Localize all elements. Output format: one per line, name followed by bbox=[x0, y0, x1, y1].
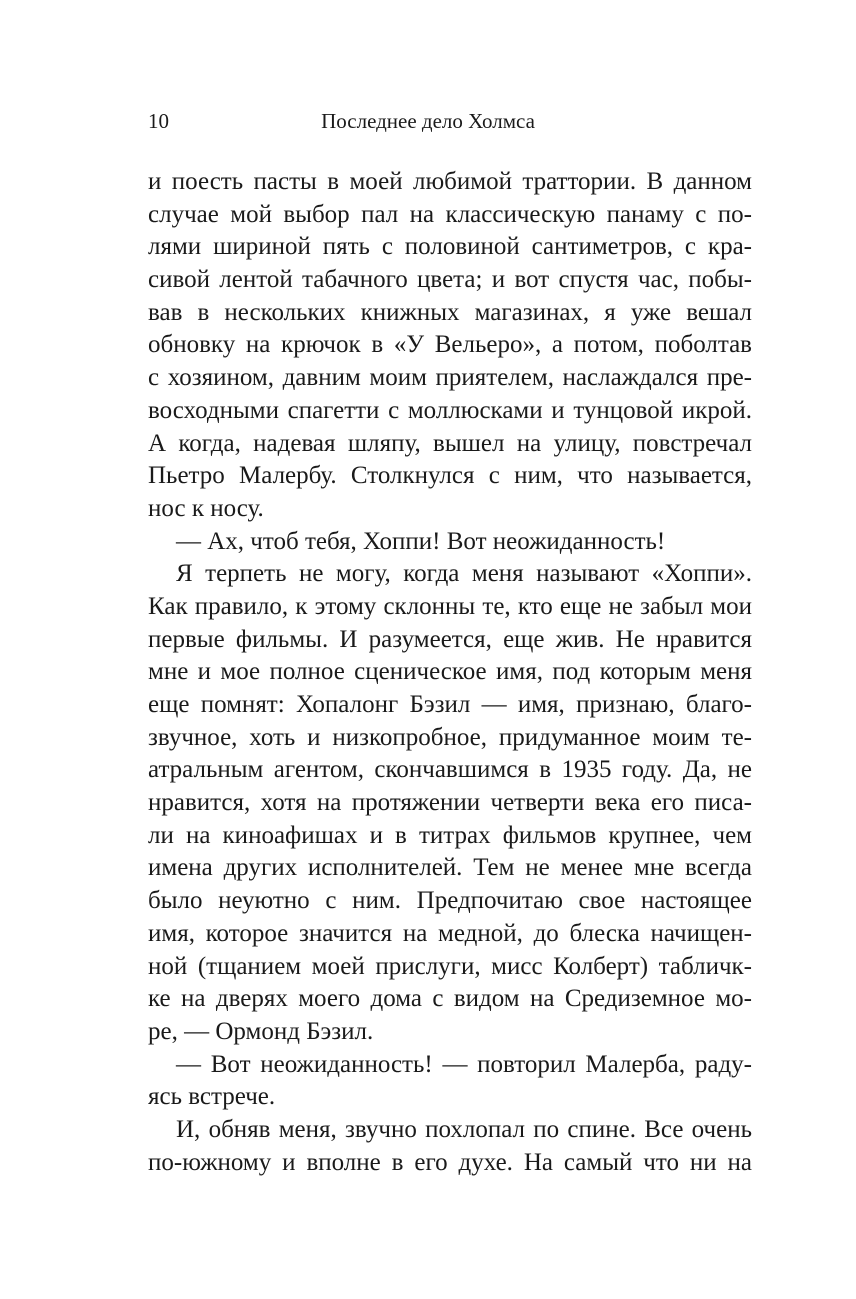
text-line: звучное, хоть и низкопробное, придуманное моим те- bbox=[148, 723, 752, 751]
text-line: ре, — Ормонд Бэзил. bbox=[148, 1017, 374, 1045]
text-line: И, обняв меня, звучно похлопал по спине. Все очень bbox=[176, 1115, 752, 1143]
page-number: 10 bbox=[148, 109, 169, 133]
text-line: ке на дверях моего дома с видом на Средиземное мо- bbox=[148, 985, 752, 1013]
text-line: обновку на крючок в «У Вельеро», а потом, поболтав bbox=[148, 331, 752, 359]
text-line: вав в нескольких книжных магазинах, я уже вешал bbox=[148, 298, 752, 326]
running-title: Последнее дело Холмса bbox=[321, 109, 535, 133]
text-line: ли на киноафишах и в титрах фильмов крупнее, чем bbox=[148, 821, 752, 849]
text-line: Пьетро Малербу. Столкнулся с ним, что называется, bbox=[148, 462, 752, 490]
text-line: А когда, надевая шляпу, вышел на улицу, повстречал bbox=[148, 429, 752, 457]
text-line: атральным агентом, скончавшимся в 1935 году. Да, не bbox=[148, 756, 752, 784]
text-line: сивой лентой табачного цвета; и вот спустя час, побы- bbox=[148, 266, 752, 294]
text-line: и поесть пасты в моей любимой траттории. В данном bbox=[148, 168, 752, 195]
text-line: лями шириной пять с половиной сантиметров, с кра- bbox=[148, 233, 752, 261]
text-line: имена других исполнителей. Тем не менее мне всегда bbox=[148, 854, 752, 882]
text-line: имя, которое значится на медной, до блеска начищен- bbox=[148, 919, 752, 947]
text-line: ясь встрече. bbox=[148, 1083, 276, 1111]
text-line: нравится, хотя на протяжении четверти века его писа- bbox=[148, 789, 752, 817]
text-line: первые фильмы. И разумеется, еще жив. Не нравится bbox=[148, 625, 752, 653]
text-line: было неуютно с ним. Предпочитаю свое настоящее bbox=[148, 887, 752, 915]
text-line: Я терпеть не могу, когда меня называют «Хоппи». bbox=[176, 560, 752, 588]
text-line: по-южному и вполне в его духе. На самый что ни на bbox=[148, 1148, 752, 1176]
text-line: мне и мое полное сценическое имя, под которым меня bbox=[148, 658, 752, 686]
text-line: ной (тщанием моей прислуги, мисс Колберт) табличк- bbox=[148, 952, 752, 980]
text-line: случае мой выбор пал на классическую панаму с по- bbox=[148, 200, 752, 228]
text-line: — Вот неожиданность! — повторил Малерба, раду- bbox=[176, 1050, 752, 1078]
running-head bbox=[148, 106, 708, 136]
text-line: нос к носу. bbox=[148, 494, 264, 522]
text-line: — Ах, чтоб тебя, Хоппи! Вот неожиданность! bbox=[176, 527, 666, 555]
text-line: еще помнят: Хопалонг Бэзил — имя, признаю, благо- bbox=[148, 691, 752, 718]
body-text bbox=[148, 166, 752, 1179]
text-line: с хозяином, давним моим приятелем, наслаждался пре- bbox=[148, 364, 752, 392]
text-line: восходными спагетти с моллюсками и тунцовой икрой. bbox=[148, 396, 752, 424]
text-line: Как правило, к этому склонны те, кто еще не забыл мои bbox=[148, 592, 752, 620]
